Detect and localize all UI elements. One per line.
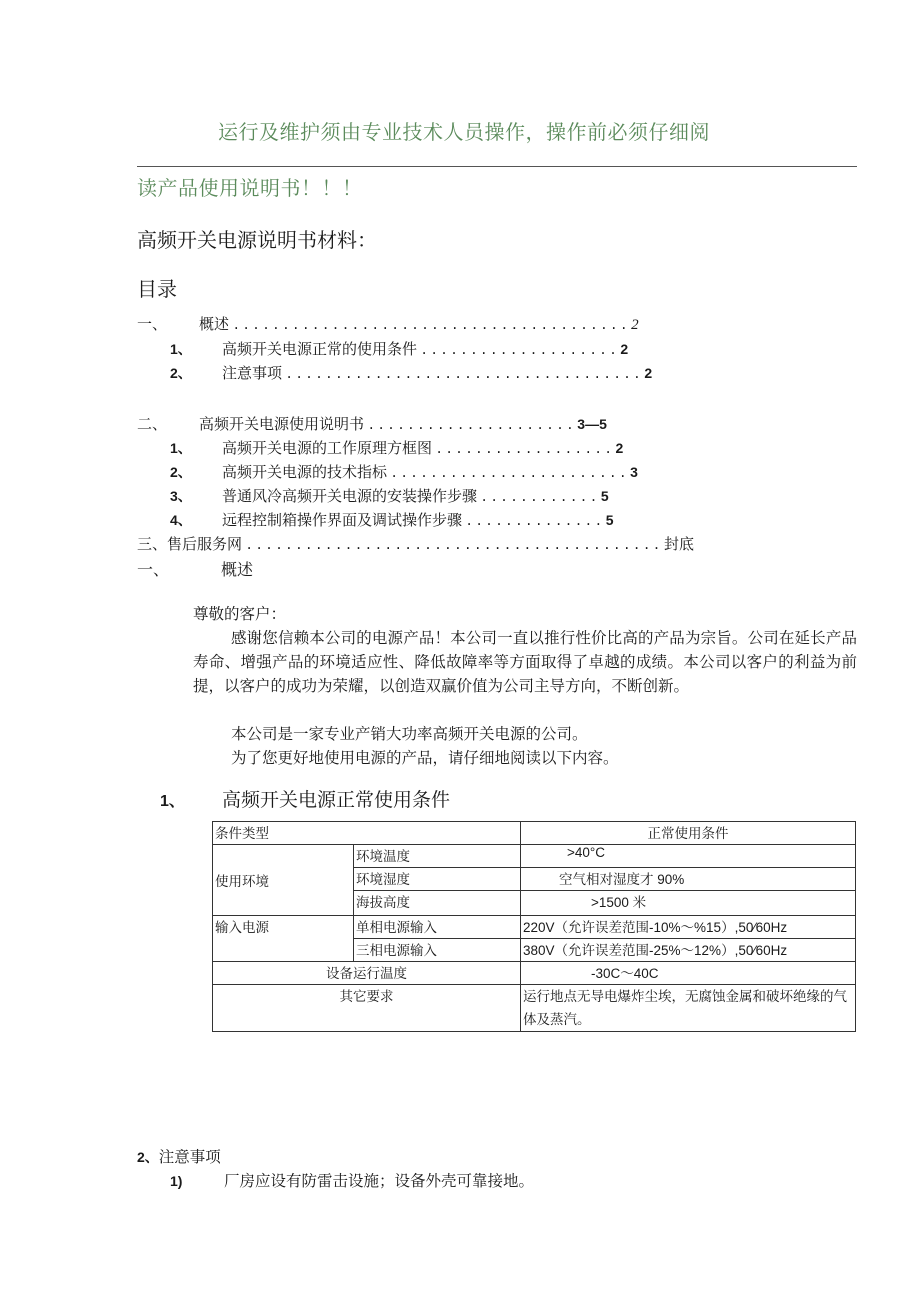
subsection-1-heading — [160, 785, 450, 812]
row-value: >1500 米 — [521, 891, 856, 916]
toc-num: 2、 — [170, 464, 192, 480]
toc-label: 远程控制箱操作界面及调试操作步骤 — [222, 511, 463, 529]
table-row — [213, 845, 856, 868]
subsection-title: 高频开关电源正常使用条件 — [222, 789, 451, 811]
reading-paragraph: 为了您更好地使用电源的产品，请仔细地阅读以下内容。 — [231, 749, 619, 767]
toc-page: 2 — [620, 341, 629, 357]
section-1-heading — [137, 557, 253, 580]
row-value: 空气相对湿度才 90% — [521, 868, 856, 891]
toc-item[interactable] — [170, 461, 638, 482]
toc-page: 2 — [615, 440, 624, 456]
row-name: 环境湿度 — [354, 868, 521, 891]
table-row — [213, 962, 856, 985]
section-num: 一、 — [137, 560, 170, 579]
toc-section-1[interactable] — [137, 313, 639, 334]
row-name: 单相电源输入 — [354, 916, 521, 939]
toc-page: 3—5 — [577, 416, 607, 432]
toc-item[interactable] — [170, 362, 652, 383]
toc-label: 普通风冷高频开关电源的安装操作步骤 — [222, 487, 478, 505]
toc-item[interactable] — [170, 509, 614, 530]
subsection-title: 注意事项 — [158, 1148, 221, 1166]
toc-label: 概述 — [199, 315, 230, 333]
toc-dots: . . . . . . . . . . . . . . . . . . . . — [421, 340, 616, 358]
other-value: 运行地点无导电爆炸尘埃，无腐蚀金属和破坏绝缘的气体及蒸汽。 — [521, 985, 856, 1032]
toc-dots: . . . . . . . . . . . . . . . . . . . . . . . . . . . . . . . . . . . . . . . . — [233, 315, 627, 333]
toc-num: 1、 — [170, 440, 192, 456]
toc-page: 2 — [631, 317, 639, 333]
table-row — [213, 985, 856, 1032]
power-label: 输入电源 — [213, 916, 354, 962]
op-temp-label: 设备运行温度 — [213, 962, 521, 985]
toc-label: 三、售后服务网 — [137, 535, 243, 553]
op-temp-value: -30C～40C — [521, 962, 856, 985]
toc-dots: . . . . . . . . . . . . . . . . . . . . . . . . . . . . . . . . . . . . . . . . . . — [246, 535, 660, 553]
toc-label: 高频开关电源使用说明书 — [199, 415, 365, 433]
table-row — [213, 916, 856, 939]
toc-page: 3 — [630, 464, 638, 480]
toc-item[interactable] — [170, 485, 609, 506]
toc-dots: . . . . . . . . . . . . . . . . . . . . . . . . — [391, 463, 626, 481]
toc-item[interactable] — [170, 338, 628, 359]
toc-section-2[interactable] — [137, 413, 607, 434]
warning-line-2: 读产品使用说明书！！！ — [137, 176, 363, 200]
toc-dots: . . . . . . . . . . . . . . . . . . . . . — [368, 415, 573, 433]
toc-num: 4、 — [170, 512, 192, 528]
toc-dots: . . . . . . . . . . . . . . — [466, 511, 601, 529]
row-name: 环境温度 — [354, 845, 521, 868]
toc-dots: . . . . . . . . . . . . . . . . . . — [436, 439, 611, 457]
subsection-2-heading — [137, 1145, 221, 1167]
row-name: 海拔高度 — [354, 891, 521, 916]
row-name: 三相电源输入 — [354, 939, 521, 962]
toc-num: 2、 — [170, 365, 192, 381]
toc-section-3[interactable] — [137, 533, 694, 554]
document-title: 高频开关电源说明书材料： — [137, 228, 377, 252]
warning-line-1: 运行及维护须由专业技术人员操作，操作前必须仔细阅 — [218, 120, 710, 144]
subsection-num: 1、 — [160, 793, 185, 810]
toc-label: 高频开关电源的技术指标 — [222, 463, 388, 481]
toc-page: 封底 — [663, 535, 694, 553]
company-paragraph: 本公司是一家专业产销大功率高频开关电源的公司。 — [231, 725, 588, 743]
header-divider — [137, 166, 857, 167]
row-value: 220V（允许误差范围-10%～%15）,50⁄60Hz — [521, 916, 856, 939]
table-header-type: 条件类型 — [213, 822, 521, 845]
table-header-condition: 正常使用条件 — [521, 822, 856, 845]
table-header-row — [213, 822, 856, 845]
toc-label: 注意事项 — [222, 364, 283, 382]
intro-paragraph: 感谢您信赖本公司的电源产品！本公司一直以推行性价比高的产品为宗旨。公司在延长产品寿命、增强产品的环境适应性、降低故障率等方面取得了卓越的成绩。本公司以客户的利益为前提，以客户的成功为荣耀，以创造双赢价值为公司主导方向，不断创新。 — [193, 629, 857, 695]
row-value: 380V（允许误差范围-25%～12%）,50⁄60Hz — [521, 939, 856, 962]
note-item — [170, 1169, 534, 1191]
row-value: >40°C — [521, 845, 856, 868]
toc-page: 2 — [644, 365, 653, 381]
other-label: 其它要求 — [213, 985, 521, 1032]
toc-label: 高频开关电源正常的使用条件 — [222, 340, 418, 358]
toc-num: 一、 — [137, 315, 168, 333]
subsection-num: 2、 — [137, 1149, 159, 1165]
toc-num: 二、 — [137, 415, 168, 433]
note-num: 1) — [170, 1173, 183, 1189]
env-label: 使用环境 — [213, 845, 354, 916]
toc-title: 目录 — [137, 277, 177, 301]
toc-label: 高频开关电源的工作原理方框图 — [222, 439, 433, 457]
toc-page: 5 — [605, 512, 614, 528]
greeting: 尊敬的客户： — [193, 605, 287, 623]
toc-num: 3、 — [170, 488, 192, 504]
toc-dots: . . . . . . . . . . . . . . . . . . . . . . . . . . . . . . . . . . . . — [286, 364, 640, 382]
toc-num: 1、 — [170, 341, 192, 357]
toc-dots: . . . . . . . . . . . . — [481, 487, 597, 505]
toc-page: 5 — [600, 488, 609, 504]
section-title: 概述 — [221, 560, 254, 579]
toc-item[interactable] — [170, 437, 623, 458]
note-text: 厂房应设有防雷击设施；设备外壳可靠接地。 — [224, 1172, 535, 1190]
conditions-table — [212, 821, 856, 1032]
